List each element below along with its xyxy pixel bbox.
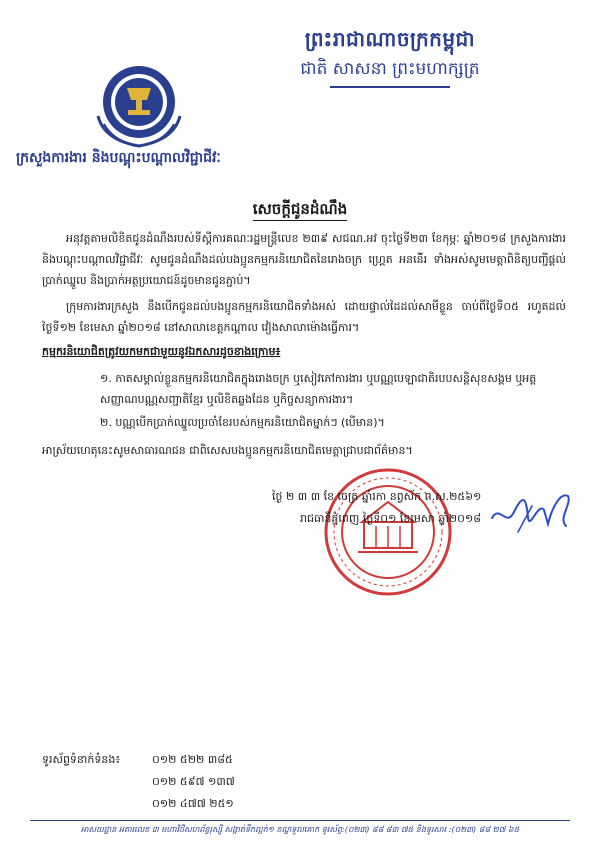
phone-number: ០១២ ៤៧៧ ២៥១ xyxy=(152,797,234,810)
seal-stamp-icon xyxy=(322,466,454,598)
ministry-name: ក្រសួងការងារ និងបណ្តុះបណ្តាលវិជ្ជាជីវៈ xyxy=(16,150,221,166)
ministry-emblem-icon xyxy=(84,54,194,154)
paragraph-1: អនុវត្តតាមលិខិតជូនដំណឹងរបស់ទីស្តីការគណៈរដ្ឋមន្ត្រីលេខ ២៣៩ សជណ.អវ ចុះថ្ងៃទី២៣ ខែកុម្ភៈ ឆ្នាំ២០១៨ ក្រសួងការងារ និងបណ្តុះបណ្តាលវិជ្ជាជីវៈ សូមជូនដំណឹងដល់បងប្អូនកម្មករនិយោជិតនៃរោងចក្រ ហ្គ្រេត អនន់ើរ ទាំងអស់សូមមេត្តាពិនិត្យបញ្ជីផ្តល់ប្រាក់ឈ្នួល និងប្រាក់អត្ថប្រយោជន៍ដូចមានជូនភ្ជាប់។ xyxy=(42,232,566,287)
requirement-item: ២. បណ្ណបើកប្រាក់ឈ្នួលប្រចាំខែរបស់កម្មករនិយោជិតម្នាក់ៗ (បើមាន)។ xyxy=(100,416,385,429)
notice-title-text: សេចក្តីជូនដំណឹង xyxy=(253,200,347,221)
national-motto: ជាតិ សាសនា ព្រះមហាក្សត្រ xyxy=(300,59,480,79)
contact-label: ទូរស័ព្ទទំនាក់ទំនង៖ xyxy=(42,753,121,766)
footer-divider xyxy=(30,820,570,821)
kingdom-title: ព្រះរាជាណាចក្រកម្ពុជា xyxy=(304,27,476,51)
ministry-logo xyxy=(84,54,194,154)
motto-divider xyxy=(330,86,450,88)
phone-number: ០១២ ៥៩៧ ១៣៧ xyxy=(152,775,235,788)
phone-number: ០១២ ៥២២ ៣៨៥ xyxy=(152,753,233,766)
paragraph-2: ក្រុមការងារក្រសួង នឹងបើកជូនដល់បងប្អូនកម្មករនិយោជិតទាំងអស់ ដោយផ្ទាល់ដៃដល់សាមីខ្លួន ចាប់ពីថ្ងៃទី០៥ រហូតដល់ ថ្ងៃទី១២ ខែមេសា ឆ្នាំ២០១៨ នៅសាលាខេត្តកណ្តាល វៀងសាលាម៉ោងធ្វើការ។ xyxy=(42,300,566,334)
closing-statement: អាស្រ័យហេតុនេះសូមសាធារណជន ជាពិសេសបងប្អូនកម្មករនិយោជិតមេត្តាជ្រាបជាព័ត៌មាន។ xyxy=(42,444,413,457)
signature-scribble-icon xyxy=(488,484,576,538)
requirement-item: ១. កាតសម្គាល់ខ្លួនកម្មករនិយោជិតក្នុងរោងចក្រ ឬសៀវភៅការងារ ឬបណ្ណបេឡាជាតិរបបសន្តិសុខសង្គម ឬអត្តសញ្ញាណបណ្ណសញ្ជាតិខ្មែរ ឬលិខិតឆ្លងដែន ឬកិច្ចសន្យាការងារ។ xyxy=(100,372,537,406)
official-seal xyxy=(322,466,454,598)
footer-address: អាសយដ្ឋាន អគារលេខ ៣ មហាវិថីសហព័ន្ធរុស្ស៊ី សង្កាត់ទឹកល្អក់១ ខណ្ឌទួលគោក ទូរស័ព្ទ:(០២៣) ៨៨ ៨៣ ៧៥ និងទូរសារ :(០២៣) ៨៨ ២៧ ៦៥ xyxy=(80,825,520,834)
requirements-heading: កម្មករនិយោជិតត្រូវយកមកជាមួយនូវឯកសារដូចខាងក្រោម៖ xyxy=(42,345,281,358)
lunar-date: ថ្ងៃ ២ ៣ ៣ ខែ ចេត្រ ឆ្នាំរកា នព្វស័ក ព.ស.២៥៦១ xyxy=(272,490,482,503)
signature xyxy=(488,484,576,538)
notice-title xyxy=(0,200,600,222)
solar-date-location: រាជធានីភ្នំពេញ ថ្ងៃទី០១ ខែមេសា ឆ្នាំ២០១៨ xyxy=(300,512,482,525)
